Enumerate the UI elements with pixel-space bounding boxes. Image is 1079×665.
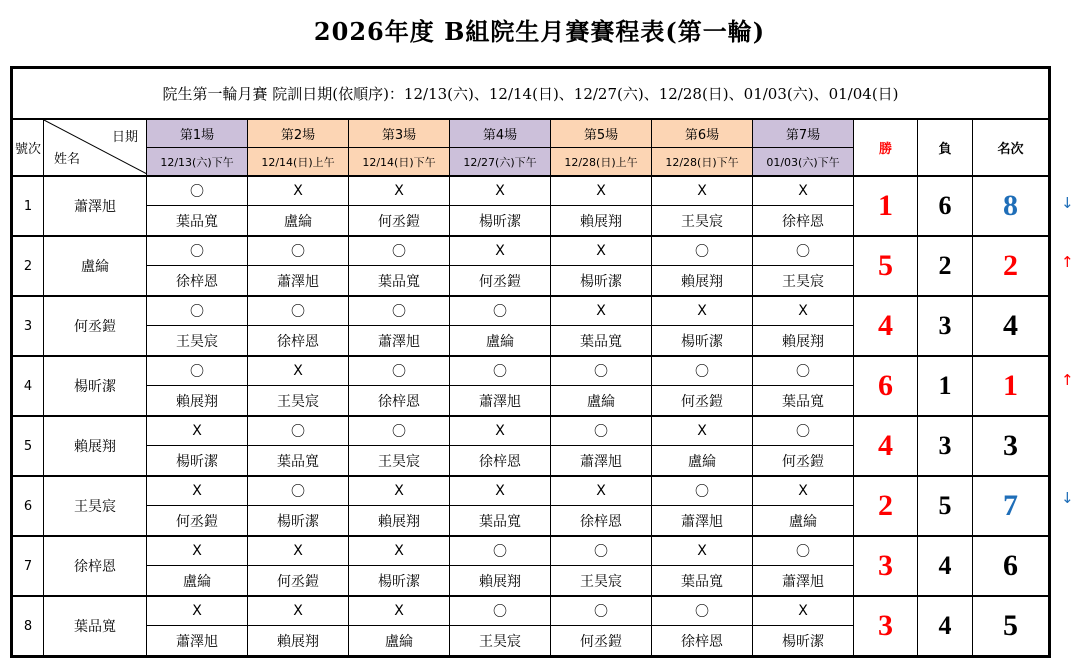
opponent-name: 蕭澤旭 — [753, 566, 854, 597]
opponent-name: 蕭澤旭 — [248, 266, 349, 297]
opponent-name: 蕭澤旭 — [652, 506, 753, 537]
player-number: 4 — [12, 356, 44, 416]
round-header-6: 第6場 — [652, 119, 753, 148]
opponent-name: 楊昕潔 — [147, 446, 248, 477]
player-row-7 — [12, 536, 1050, 566]
opponent-name: 賴展翔 — [551, 206, 652, 237]
match-result: X — [551, 296, 652, 326]
rank-trend-up-icon: ↑ — [1061, 253, 1074, 271]
player-number: 6 — [12, 476, 44, 536]
round-header-3: 第3場 — [349, 119, 450, 148]
rank-trend-down-icon: ↓ — [1061, 194, 1074, 212]
match-result: 〇 — [147, 236, 248, 266]
opponent-name: 徐梓恩 — [551, 506, 652, 537]
player-name: 王昊宸 — [44, 476, 147, 536]
player-row-1 — [12, 176, 1050, 206]
opponent-name: 王昊宸 — [753, 266, 854, 297]
opponent-name: 葉品寬 — [652, 566, 753, 597]
loss-count: 4 — [918, 536, 973, 596]
opponent-name: 王昊宸 — [349, 446, 450, 477]
opponent-name: 何丞鎧 — [450, 266, 551, 297]
opponent-name: 王昊宸 — [450, 626, 551, 657]
round-header-5: 第5場 — [551, 119, 652, 148]
win-count: 1 — [854, 176, 918, 236]
name-label: 姓名 — [54, 152, 81, 167]
match-result: X — [248, 176, 349, 206]
loss-count: 4 — [918, 596, 973, 657]
opponent-name: 葉品寬 — [450, 506, 551, 537]
match-result: X — [248, 536, 349, 566]
opponent-name: 楊昕潔 — [349, 566, 450, 597]
player-name: 何丞鎧 — [44, 296, 147, 356]
match-result: 〇 — [652, 476, 753, 506]
opponent-name: 蕭澤旭 — [147, 626, 248, 657]
rank-value: 1 — [973, 356, 1050, 416]
match-result: X — [652, 176, 753, 206]
match-result: 〇 — [147, 176, 248, 206]
loss-count: 1 — [918, 356, 973, 416]
opponent-name: 徐梓恩 — [147, 266, 248, 297]
opponent-name: 賴展翔 — [450, 566, 551, 597]
opponent-name: 何丞鎧 — [147, 506, 248, 537]
player-row-3 — [12, 296, 1050, 326]
match-result: X — [753, 476, 854, 506]
match-result: X — [248, 356, 349, 386]
win-count: 4 — [854, 416, 918, 476]
opponent-name: 賴展翔 — [652, 266, 753, 297]
player-row-4 — [12, 356, 1050, 386]
opponent-name: 徐梓恩 — [753, 206, 854, 237]
round-date-1: 12/13(六)下午 — [147, 148, 248, 177]
opponent-name: 賴展翔 — [147, 386, 248, 417]
match-result: X — [450, 176, 551, 206]
match-result: X — [147, 416, 248, 446]
opponent-name: 何丞鎧 — [349, 206, 450, 237]
player-name: 葉品寬 — [44, 596, 147, 657]
opponent-name: 徐梓恩 — [652, 626, 753, 657]
rank-header: 名次 — [973, 119, 1050, 176]
match-result: 〇 — [652, 236, 753, 266]
opponent-name: 盧綸 — [551, 386, 652, 417]
match-result: X — [349, 476, 450, 506]
match-result: X — [349, 176, 450, 206]
page-title: 2026年度 B組院生月賽賽程表(第一輪) — [313, 17, 766, 46]
opponent-name: 楊昕潔 — [450, 206, 551, 237]
match-result: 〇 — [753, 356, 854, 386]
match-result: 〇 — [248, 236, 349, 266]
round-date-3: 12/14(日)下午 — [349, 148, 450, 177]
player-number: 8 — [12, 596, 44, 657]
match-result: X — [652, 416, 753, 446]
match-result: X — [450, 476, 551, 506]
round-header-7: 第7場 — [753, 119, 854, 148]
match-result: 〇 — [349, 356, 450, 386]
match-result: 〇 — [753, 416, 854, 446]
match-result: 〇 — [551, 356, 652, 386]
player-number: 5 — [12, 416, 44, 476]
match-result: X — [450, 236, 551, 266]
match-result: X — [551, 236, 652, 266]
opponent-name: 楊昕潔 — [753, 626, 854, 657]
round-header-2: 第2場 — [248, 119, 349, 148]
opponent-name: 王昊宸 — [248, 386, 349, 417]
match-result: X — [753, 596, 854, 626]
opponent-name: 何丞鎧 — [248, 566, 349, 597]
match-result: X — [652, 536, 753, 566]
win-count: 3 — [854, 536, 918, 596]
match-result: 〇 — [147, 356, 248, 386]
match-result: 〇 — [551, 416, 652, 446]
opponent-name: 徐梓恩 — [450, 446, 551, 477]
match-result: 〇 — [147, 296, 248, 326]
win-count: 6 — [854, 356, 918, 416]
opponent-name: 何丞鎧 — [551, 626, 652, 657]
player-row-5 — [12, 416, 1050, 446]
rank-value: 4 — [973, 296, 1050, 356]
opponent-name: 盧綸 — [753, 506, 854, 537]
opponent-name: 盧綸 — [652, 446, 753, 477]
opponent-name: 賴展翔 — [349, 506, 450, 537]
match-result: X — [753, 296, 854, 326]
opponent-name: 葉品寬 — [248, 446, 349, 477]
match-result: X — [147, 536, 248, 566]
player-name: 蕭澤旭 — [44, 176, 147, 236]
rank-value: 5 — [973, 596, 1050, 657]
opponent-name: 盧綸 — [349, 626, 450, 657]
player-number: 1 — [12, 176, 44, 236]
match-result: 〇 — [652, 596, 753, 626]
match-result: X — [753, 176, 854, 206]
match-result: 〇 — [753, 236, 854, 266]
opponent-name: 葉品寬 — [551, 326, 652, 357]
win-count: 3 — [854, 596, 918, 657]
match-result: 〇 — [551, 596, 652, 626]
player-number: 3 — [12, 296, 44, 356]
win-count: 4 — [854, 296, 918, 356]
match-result: 〇 — [349, 236, 450, 266]
match-result: X — [551, 476, 652, 506]
round-header-4: 第4場 — [450, 119, 551, 148]
loss-count: 3 — [918, 416, 973, 476]
rank-value: 8 — [973, 176, 1050, 236]
round-header-1: 第1場 — [147, 119, 248, 148]
match-result: 〇 — [652, 356, 753, 386]
loss-count: 2 — [918, 236, 973, 296]
rank-value: 7 — [973, 476, 1050, 536]
match-result: 〇 — [248, 476, 349, 506]
rank-value: 2 — [973, 236, 1050, 296]
opponent-name: 何丞鎧 — [652, 386, 753, 417]
match-result: X — [349, 536, 450, 566]
match-result: 〇 — [551, 536, 652, 566]
opponent-name: 蕭澤旭 — [450, 386, 551, 417]
match-result: X — [551, 176, 652, 206]
match-result: X — [248, 596, 349, 626]
player-number: 2 — [12, 236, 44, 296]
round-date-7: 01/03(六)下午 — [753, 148, 854, 177]
round-date-4: 12/27(六)下午 — [450, 148, 551, 177]
match-result: X — [147, 476, 248, 506]
player-row-2 — [12, 236, 1050, 266]
rank-trend-up-icon: ↑ — [1061, 371, 1074, 389]
match-result: 〇 — [450, 536, 551, 566]
player-name: 盧綸 — [44, 236, 147, 296]
match-result: X — [147, 596, 248, 626]
round-date-6: 12/28(日)下午 — [652, 148, 753, 177]
opponent-name: 楊昕潔 — [248, 506, 349, 537]
match-result: 〇 — [450, 596, 551, 626]
index-header: 號次 — [12, 119, 44, 176]
opponent-name: 葉品寬 — [147, 206, 248, 237]
opponent-name: 王昊宸 — [652, 206, 753, 237]
win-header: 勝 — [854, 119, 918, 176]
match-result: 〇 — [450, 356, 551, 386]
schedule-table — [10, 66, 1051, 658]
player-number: 7 — [12, 536, 44, 596]
player-name: 賴展翔 — [44, 416, 147, 476]
opponent-name: 徐梓恩 — [248, 326, 349, 357]
opponent-name: 葉品寬 — [349, 266, 450, 297]
player-row-8 — [12, 596, 1050, 626]
match-result: 〇 — [349, 296, 450, 326]
opponent-name: 楊昕潔 — [551, 266, 652, 297]
opponent-name: 徐梓恩 — [349, 386, 450, 417]
loss-header: 負 — [918, 119, 973, 176]
opponent-name: 王昊宸 — [551, 566, 652, 597]
opponent-name: 何丞鎧 — [753, 446, 854, 477]
date-name-header — [44, 119, 147, 176]
opponent-name: 王昊宸 — [147, 326, 248, 357]
rank-value: 6 — [973, 536, 1050, 596]
match-result: 〇 — [349, 416, 450, 446]
training-dates-info: 院生第一輪月賽 院訓日期(依順序)：12/13(六)、12/14(日)、12/27(六)、12/28(日)、01/03(六)、01/04(日) — [12, 68, 1050, 120]
opponent-name: 葉品寬 — [753, 386, 854, 417]
opponent-name: 蕭澤旭 — [349, 326, 450, 357]
win-count: 5 — [854, 236, 918, 296]
win-count: 2 — [854, 476, 918, 536]
player-name: 徐梓恩 — [44, 536, 147, 596]
player-name: 楊昕潔 — [44, 356, 147, 416]
player-row-6 — [12, 476, 1050, 506]
rank-value: 3 — [973, 416, 1050, 476]
opponent-name: 楊昕潔 — [652, 326, 753, 357]
date-label: 日期 — [111, 130, 138, 145]
loss-count: 3 — [918, 296, 973, 356]
match-result: 〇 — [248, 416, 349, 446]
opponent-name: 盧綸 — [450, 326, 551, 357]
match-result: 〇 — [248, 296, 349, 326]
opponent-name: 盧綸 — [248, 206, 349, 237]
round-date-5: 12/28(日)上午 — [551, 148, 652, 177]
rank-trend-down-icon: ↓ — [1061, 489, 1074, 507]
match-result: X — [652, 296, 753, 326]
opponent-name: 盧綸 — [147, 566, 248, 597]
match-result: X — [349, 596, 450, 626]
match-result: X — [450, 416, 551, 446]
loss-count: 6 — [918, 176, 973, 236]
loss-count: 5 — [918, 476, 973, 536]
opponent-name: 賴展翔 — [248, 626, 349, 657]
match-result: 〇 — [753, 536, 854, 566]
opponent-name: 賴展翔 — [753, 326, 854, 357]
round-date-2: 12/14(日)上午 — [248, 148, 349, 177]
opponent-name: 蕭澤旭 — [551, 446, 652, 477]
match-result: 〇 — [450, 296, 551, 326]
